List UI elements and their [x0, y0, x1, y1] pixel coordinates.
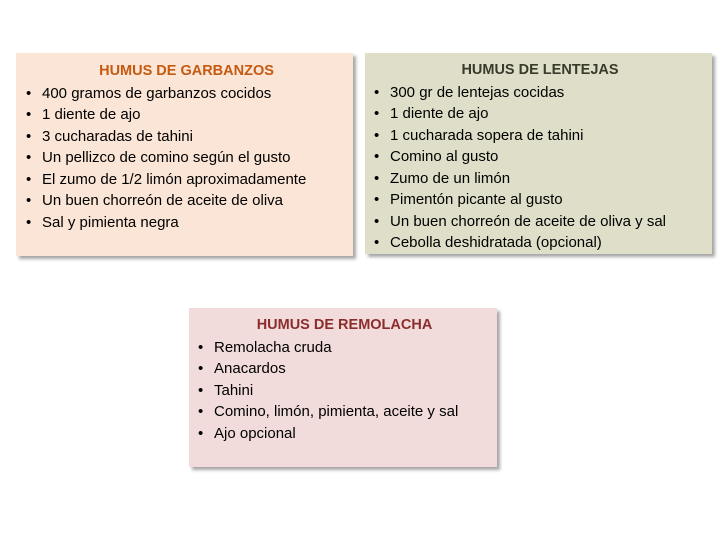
recipe-title-garbanzos: HUMUS DE GARBANZOS [99, 63, 274, 79]
ingredient-list [20, 83, 353, 234]
list-item: • El zumo de 1/2 limón aproximadamente [20, 169, 353, 191]
list-item: • Un buen chorreón de aceite de oliva [20, 190, 353, 212]
list-item: • Un buen chorreón de aceite de oliva y sal [368, 211, 712, 233]
list-item: • Tahini [192, 380, 497, 402]
list-item: • 1 diente de ajo [20, 104, 353, 126]
list-item: • Remolacha cruda [192, 337, 497, 359]
recipe-title-lentejas: HUMUS DE LENTEJAS [461, 62, 619, 78]
recipe-card-garbanzos [16, 53, 353, 256]
list-item: • Ajo opcional [192, 423, 497, 445]
list-item: • Anacardos [192, 358, 497, 380]
list-item: • 3 cucharadas de tahini [20, 126, 353, 148]
list-item: • Un pellizco de comino según el gusto [20, 147, 353, 169]
recipe-title-remolacha: HUMUS DE REMOLACHA [256, 317, 433, 333]
list-item: • 1 cucharada sopera de tahini [368, 125, 712, 147]
list-item: • 400 gramos de garbanzos cocidos [20, 83, 353, 105]
list-item: • Zumo de un limón [368, 168, 712, 190]
list-item: • Comino, limón, pimienta, aceite y sal [192, 401, 497, 423]
list-item: • 1 diente de ajo [368, 103, 712, 125]
list-item: • Comino al gusto [368, 146, 712, 168]
list-item: • Pimentón picante al gusto [368, 189, 712, 211]
list-item: • Sal y pimienta negra [20, 212, 353, 234]
recipe-card-lentejas [365, 53, 712, 254]
list-item: • 300 gr de lentejas cocidas [368, 82, 712, 104]
list-item: • Cebolla deshidratada (opcional) [368, 232, 712, 254]
ingredient-list [192, 337, 497, 445]
ingredient-list [368, 82, 712, 254]
recipe-card-remolacha [189, 308, 497, 467]
